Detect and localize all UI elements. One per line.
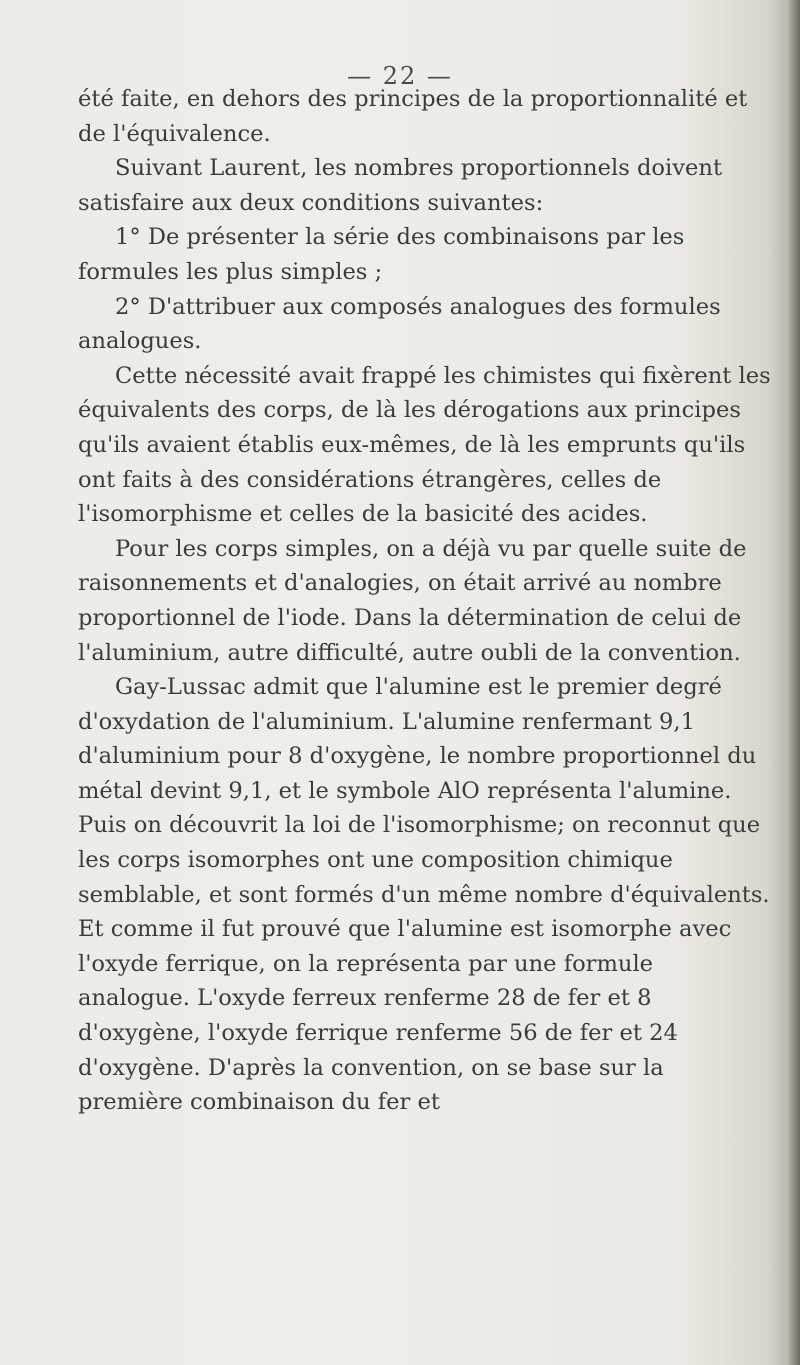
- paragraph-7: Gay-Lussac admit que l'alumine est le premier degré d'oxydation de l'aluminium. L'alumine renfermant 9,1 d'aluminium pour 8 d'oxygène, le nombre proportionnel du métal devint 9,1, et le symbole AlO représenta l'alumine. Puis on découvrit la loi de l'isomorphisme; on reconnut que les corps isomorphes ont une composition chimique semblable, et sont formés d'un même nombre d'équivalents. Et comme il fut prouvé que l'alumine est isomorphe avec l'oxyde ferrique, on la représenta par une formule analogue. L'oxyde ferreux renferme 28 de fer et 8 d'oxygène, l'oxyde ferrique renferme 56 de fer et 24 d'oxygène. D'après la convention, on se base sur la première combinaison du fer et: [78, 674, 770, 1116]
- page-text: [78, 82, 772, 1120]
- page-number: — 22 —: [347, 62, 453, 90]
- paragraph-6: Pour les corps simples, on a déjà vu par quelle suite de raisonnements et d'analogies, on était arrivé au nombre proportionnel de l'iode. Dans la détermination de celui de l'aluminium, autre difficulté, autre oubli de la convention.: [78, 535, 747, 666]
- paragraph-4: 2° D'attribuer aux composés analogues des formules analogues.: [78, 293, 721, 355]
- page-edge-shadow: [786, 0, 800, 1365]
- paragraph-5: Cette nécessité avait frappé les chimistes qui fixèrent les équivalents des corps, de là les dérogations aux principes qu'ils avaient établis eux-mêmes, de là les emprunts qu'ils ont faits à des considérations étrangères, celles de l'isomorphisme et celles de la basicité des acides.: [78, 362, 771, 528]
- paragraph-3: 1° De présenter la série des combinaisons par les formules les plus simples ;: [78, 224, 685, 285]
- paragraph-2: Suivant Laurent, les nombres proportionnels doivent satisfaire aux deux conditions suivantes:: [78, 155, 723, 216]
- paragraph-1: été faite, en dehors des principes de la proportionnalité et de l'équivalence.: [78, 86, 748, 147]
